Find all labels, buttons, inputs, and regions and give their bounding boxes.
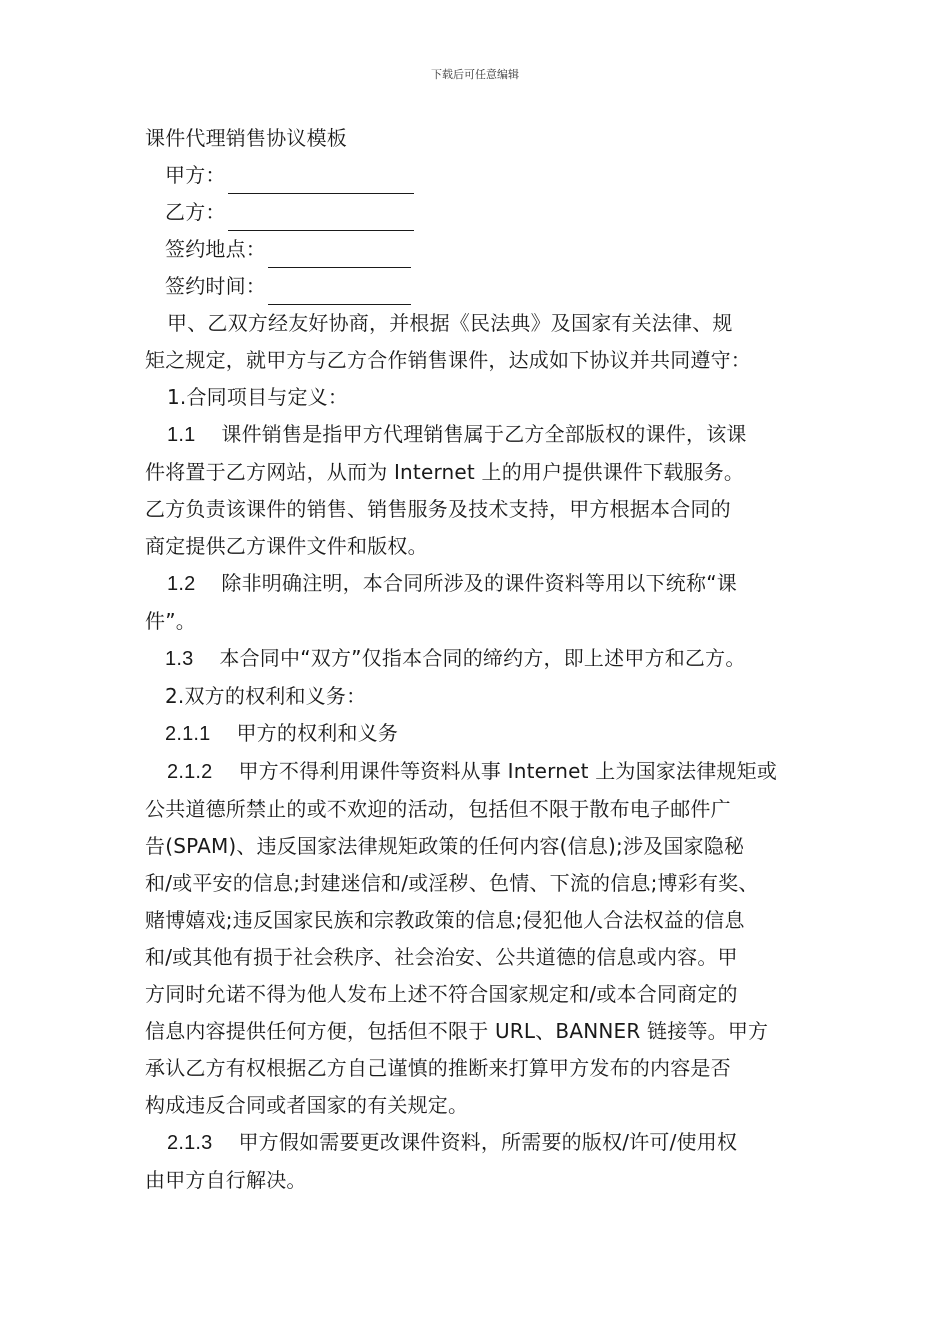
clause-text: 课件销售是指甲方代理销售属于乙方全部版权的课件，该课 [221, 422, 747, 446]
field-party-b [145, 194, 817, 231]
clause-2-1-2-line-1 [145, 753, 817, 791]
blank-line [228, 167, 414, 194]
clause-2-1-2-line-10: 构成违反合同或者国家的有关规定。 [145, 1093, 469, 1117]
section-1-heading: 1.合同项目与定义： [167, 385, 349, 409]
blank-line [228, 204, 414, 231]
clause-1-1-line-1 [145, 416, 817, 454]
section-2-heading: 2.双方的权利和义务： [165, 684, 367, 708]
field-label: 甲方： [165, 163, 226, 187]
clause-text: 甲方不得利用课件等资料从事 Internet 上为国家法律规矩或 [238, 759, 778, 783]
clause-2-1-2-line-8: 信息内容提供任何方便，包括但不限于 URL、BANNER 链接等。甲方 [145, 1019, 769, 1043]
clause-text: 甲方的权利和义务 [236, 721, 399, 745]
clause-2-1-3-line-1 [145, 1124, 817, 1162]
clause-2-1-3-line-2: 由甲方自行解决。 [145, 1168, 307, 1192]
field-sign-time [145, 268, 817, 305]
clause-number: 1.2 [167, 573, 196, 595]
clause-number: 2.1.3 [167, 1132, 213, 1154]
document-title: 课件代理销售协议模板 [145, 126, 347, 150]
clause-text: 除非明确注明，本合同所涉及的课件资料等用以下统称“课 [221, 571, 737, 595]
intro-line-1: 甲、乙双方经友好协商，并根据《民法典》及国家有关法律、规 [167, 311, 733, 335]
clause-2-1-2-line-4: 和/或平安的信息;封建迷信和/或淫秽、色情、下流的信息;博彩有奖、 [145, 871, 759, 895]
clause-1-1-line-2: 件将置于乙方网站，从而为 Internet 上的用户提供课件下载服务。 [145, 460, 745, 484]
clause-number: 1.1 [167, 424, 196, 446]
blank-line [268, 278, 411, 305]
page-header: 下载后可任意编辑 [431, 68, 519, 81]
field-sign-place [145, 231, 817, 268]
clause-1-2-line-1 [145, 565, 817, 603]
field-party-a [145, 157, 817, 194]
field-label: 签约时间： [165, 274, 266, 298]
clause-1-1-line-3: 乙方负责该课件的销售、销售服务及技术支持，甲方根据本合同的 [145, 497, 731, 521]
document-body [145, 120, 817, 1199]
clause-2-1-2-line-7: 方同时允诺不得为他人发布上述不符合国家规定和/或本合同商定的 [145, 982, 738, 1006]
intro-line-2: 矩之规定，就甲方与乙方合作销售课件，达成如下协议并共同遵守： [145, 348, 751, 372]
clause-2-1-2-line-3: 告(SPAM)、违反国家法律规矩政策的任何内容(信息);涉及国家隐秘 [145, 834, 745, 858]
clause-1-1-line-4: 商定提供乙方课件文件和版权。 [145, 534, 428, 558]
clause-text: 本合同中“双方”仅指本合同的缔约方，即上述甲方和乙方。 [219, 646, 746, 670]
clause-number: 2.1.2 [167, 761, 213, 783]
clause-1-3-line-1 [145, 640, 817, 678]
field-label: 乙方： [165, 200, 226, 224]
clause-2-1-2-line-6: 和/或其他有损于社会秩序、社会治安、公共道德的信息或内容。甲 [145, 945, 738, 969]
clause-2-1-2-line-9: 承认乙方有权根据乙方自己谨慎的推断来打算甲方发布的内容是否 [145, 1056, 731, 1080]
clause-2-1-2-line-5: 赌博嬉戏;违反国家民族和宗教政策的信息;侵犯他人合法权益的信息 [145, 908, 745, 932]
blank-line [268, 241, 411, 268]
clause-number: 2.1.1 [165, 723, 211, 745]
clause-number: 1.3 [165, 648, 194, 670]
clause-2-1-2-line-2: 公共道德所禁止的或不欢迎的活动，包括但不限于散布电子邮件广 [145, 797, 731, 821]
clause-2-1-1-line-1 [145, 715, 817, 753]
field-label: 签约地点： [165, 237, 266, 261]
clause-text: 甲方假如需要更改课件资料，所需要的版权/许可/使用权 [238, 1130, 738, 1154]
clause-1-2-line-2: 件”。 [145, 609, 196, 633]
